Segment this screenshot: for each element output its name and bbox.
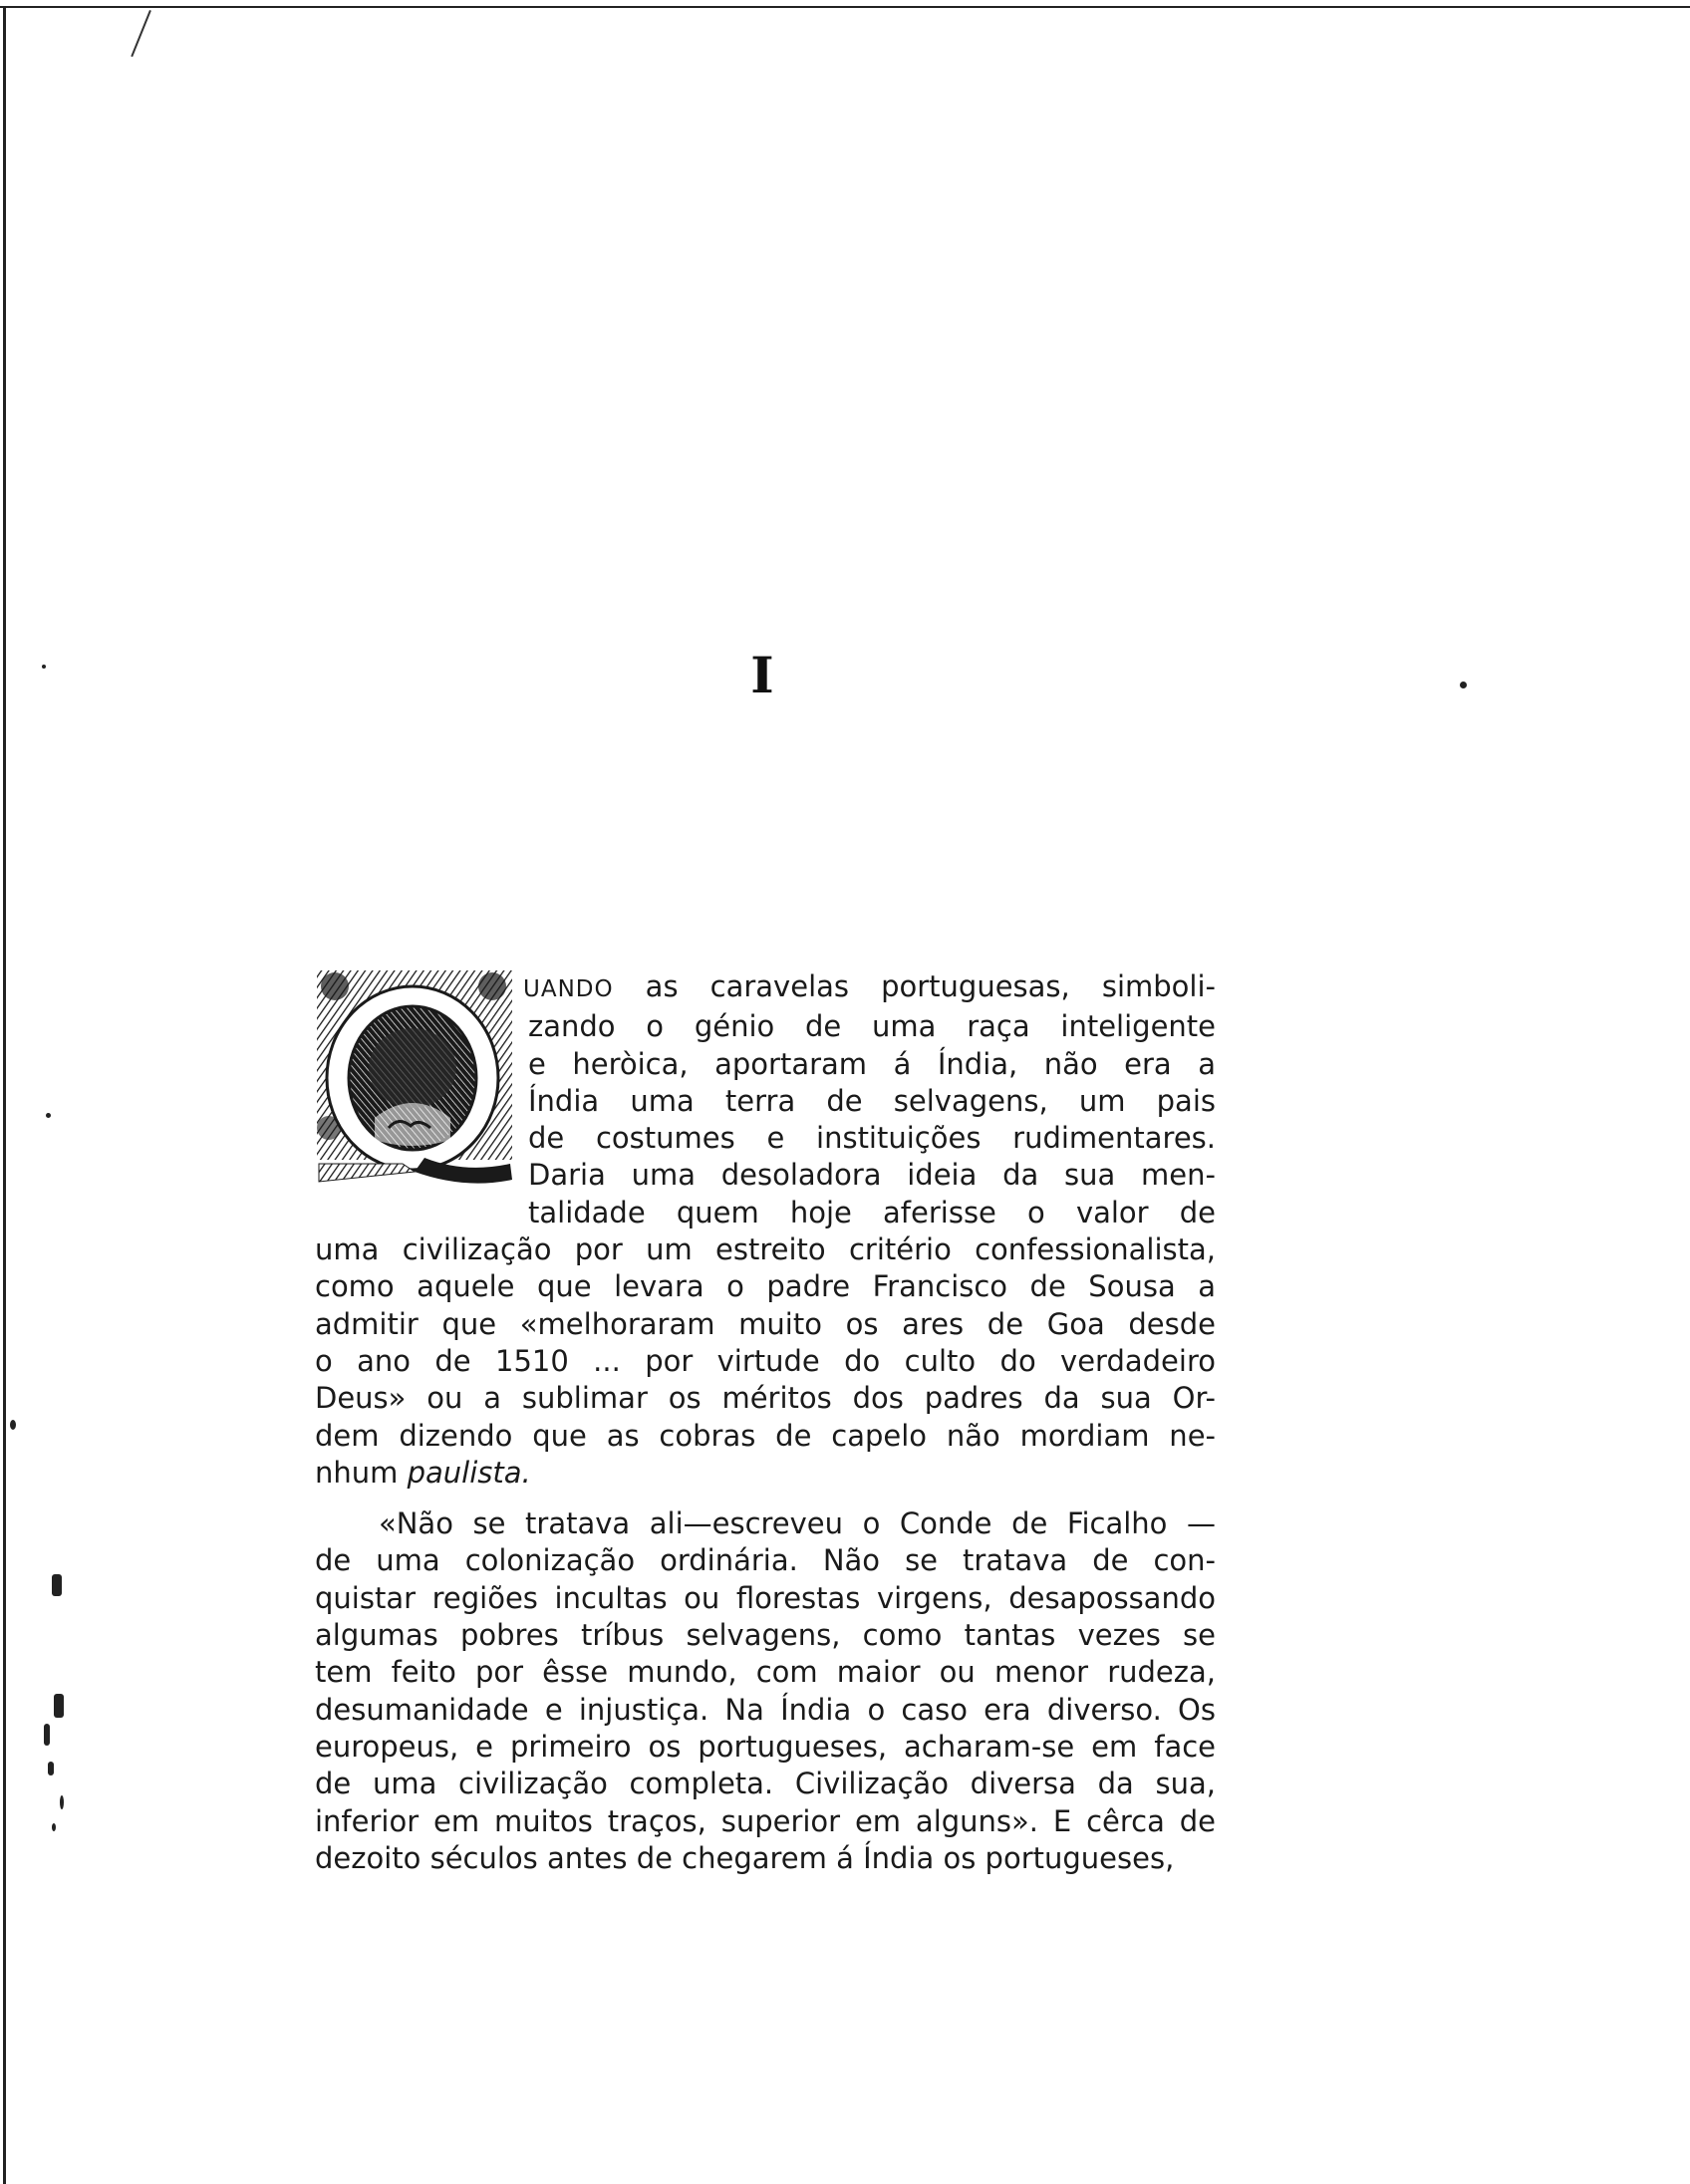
text-line: Daria uma desoladora ideia da sua men- bbox=[528, 1158, 1216, 1193]
scan-speck bbox=[52, 1823, 56, 1831]
text-line: zando o génio de uma raça inteligente bbox=[528, 1009, 1216, 1044]
text-line: como aquele que levara o padre Francisco de Sousa a bbox=[315, 1269, 1216, 1304]
text-line: de uma civilização completa. Civilização diversa da sua, bbox=[315, 1767, 1216, 1801]
text-line: desumanidade e injustiça. Na Índia o caso era diverso. Os bbox=[315, 1692, 1216, 1727]
scan-speck bbox=[60, 1795, 64, 1809]
scan-speck bbox=[46, 1113, 51, 1118]
text-line: o ano de 1510 ... por virtude do culto do verdadeiro bbox=[315, 1343, 1216, 1378]
scan-speck bbox=[44, 1724, 50, 1746]
scan-speck bbox=[48, 1762, 54, 1775]
scan-speck bbox=[54, 1694, 64, 1718]
text-line: Índia uma terra de selvagens, um pais bbox=[528, 1083, 1216, 1118]
scan-speck bbox=[10, 1420, 16, 1430]
text-line: quistar regiões incultas ou florestas virgens, desapossando bbox=[315, 1580, 1216, 1615]
text-line: e heròica, aportaram á Índia, não era a bbox=[528, 1046, 1216, 1081]
paragraph-1 bbox=[315, 968, 1216, 1492]
text-line: europeus, e primeiro os portugueses, acharam-se em face bbox=[315, 1729, 1216, 1764]
text-line: inferior em muitos traços, superior em alguns». E cêrca de bbox=[315, 1803, 1216, 1838]
scan-speck bbox=[52, 1574, 62, 1596]
text-line: UANDO as caravelas portuguesas, simboli- bbox=[523, 969, 1216, 1003]
body-text bbox=[315, 968, 1216, 1877]
text-line: de uma colonização ordinária. Não se tratava de con- bbox=[315, 1543, 1216, 1578]
text-line: de costumes e instituições rudimentares. bbox=[528, 1121, 1216, 1156]
chapter-number: I bbox=[750, 646, 774, 704]
text-line: admitir que «melhoraram muito os ares de Goa desde bbox=[315, 1306, 1216, 1341]
italic-word: paulista. bbox=[407, 1455, 531, 1490]
scan-border-top bbox=[0, 6, 1690, 8]
text-line: uma civilização por um estreito critério confessionalista, bbox=[315, 1232, 1216, 1267]
text-line: talidade quem hoje aferisse o valor de bbox=[528, 1195, 1216, 1229]
text-line: dem dizendo que as cobras de capelo não mordiam ne- bbox=[315, 1418, 1216, 1453]
pen-mark bbox=[131, 10, 151, 57]
text-line: dezoito séculos antes de chegarem á Índia os portugueses, bbox=[315, 1840, 1175, 1875]
text-line: nhum paulista. bbox=[315, 1455, 531, 1490]
scan-border-left bbox=[3, 6, 6, 2184]
paragraph-2 bbox=[315, 1505, 1216, 1877]
text-line: «Não se tratava ali—escreveu o Conde de Ficalho — bbox=[379, 1506, 1216, 1541]
text-line: algumas pobres tríbus selvagens, como tantas vezes se bbox=[315, 1618, 1216, 1653]
text-line: tem feito por êsse mundo, com maior ou menor rudeza, bbox=[315, 1655, 1216, 1690]
drop-cap-lead-word: UANDO bbox=[523, 976, 614, 1002]
text-line: Deus» ou a sublimar os méritos dos padres da sua Or- bbox=[315, 1381, 1216, 1416]
